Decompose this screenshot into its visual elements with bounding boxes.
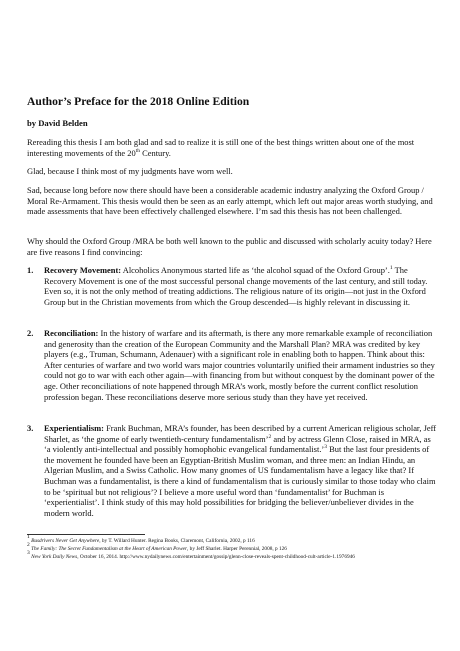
paragraph-2: Glad, because I think most of my judgments have worn well. (27, 166, 233, 176)
paragraph-3: Sad, because long before now there should have been a considerable academic industry analyzing the Oxford Group / Moral Re-Armament. This thesis would then be seen as an early attempt, which left out major areas worth studying, and made assessments that have been effectively challenged elsewhere. I’m sad this thesis has not been challenged. (27, 185, 433, 217)
author-byline: by David Belden (27, 118, 88, 128)
footnote-text: , by T. Willard Hunter. Regina Books, Claremont, California, 2002, p 116 (99, 538, 255, 544)
paragraph-1-superscript: th (135, 147, 141, 154)
footnote-3 (27, 550, 437, 561)
footnote-text: , October 16, 2014. http://www.nydailynews.com/entertainment/gossip/glenn-close-reveals-spent-childhood-cult-article-1.1976946 (77, 554, 355, 560)
footnote-number: 1 (27, 534, 30, 540)
list-body (44, 328, 437, 402)
list-text: The Recovery Movement is one of the most successful personal change movements of the last century, and still today. Even so, it is not the only method of treating addictions. The religious nature of its origin—not just in the Oxford Group but in the Christian movements from which the Group descended—is highly relevant in discussing it. (44, 265, 428, 307)
list-number: 1. (27, 265, 34, 275)
footnote-2 (27, 542, 437, 553)
paragraph-1-text: Rereading this thesis I am both glad and sad to realize it is still one of the best things written about one of the most interesting movements of the 20 (27, 137, 415, 158)
list-body (44, 265, 437, 307)
footnote-divider (27, 534, 145, 535)
paragraph-4: Why should the Oxford Group /MRA be both well known to the public and discussed with scholarly acuity today? Here are five reasons I find convincing: (27, 236, 432, 257)
paragraph-1 (27, 137, 437, 158)
list-body (44, 423, 437, 518)
footnote-ref: 2 (268, 433, 272, 440)
list-text: and by actress Glenn Close, raised in MRA, as ‘a violently anti-intellectual and possibly homophobic evangelical fundamentalist.’ (44, 433, 431, 455)
list-item-experientialism (27, 423, 437, 518)
footnote-number: 3 (27, 550, 30, 556)
footnote-title: Busdrivers Never Get Anywhere (31, 538, 100, 544)
list-lead: Reconciliation: (44, 328, 99, 338)
list-text: In the history of warfare and its aftermath, is there any more remarkable example of reconciliation and generosity than the creation of the European Community and the Marshall Plan? MRA was credited by key players (e.g., Truman, Schumann, Adenauer) with a significant role in enabling both to happen. Think about this: After centuries of warfare and two world wars major countries voluntarily unified their armament industries so they could not go to war with each other again—with financing from but without conquest by the dominant power of the age. Other reconciliations of note happened through MRA’s work, mostly before the current conflict resolution profession began. These reconciliations deserve more serious study than they have yet received. (44, 328, 435, 402)
footnote-title: The Family: The Secret Fundamentalism at the Heart of American Power (31, 546, 188, 552)
list-lead: Recovery Movement: (44, 265, 122, 275)
list-number: 2. (27, 328, 34, 338)
list-lead: Experientialism: (44, 423, 104, 433)
list-text: Alcoholics Anonymous started life as ‘the alcohol squad of the Oxford Group’. (121, 265, 390, 275)
page-title: Author’s Preface for the 2018 Online Edition (27, 95, 250, 108)
paragraph-1-end: Century. (140, 147, 171, 158)
list-item-reconciliation (27, 328, 437, 402)
footnotes (27, 534, 437, 561)
list-text: But the last four presidents of the movement he founded have been an Egyptian-British Muslim woman, and three men: an Indian Hindu, an Algerian Muslim, and a Swiss Catholic. How many gnomes of US fundamentalism have a legacy like that? If Buchman was a fundamentalist, is there a kind of fundamentalism that is curiously similar to those today who claim to be ‘spiritual but not religious’? I believe a more useful word than ‘fundamentalist’ for Buchman is ‘experientialist’. I think study of this may hold possibilities for bridging the believer/unbeliever divides in the modern world. (44, 444, 436, 518)
footnote-ref: 3 (324, 444, 327, 451)
footnote-number: 2 (27, 542, 30, 548)
footnote-text: , by Jeff Sharlet. Harper Perennial, 2008, p 126 (187, 546, 287, 552)
footnote-title: New York Daily News (31, 554, 78, 560)
list-text: Frank Buchman, MRA’s founder, has been described by a current American religious scholar, Jeff Sharlet, as ‘the gnome of early twentieth-century fundamentalism’ (44, 423, 437, 444)
footnote-ref: 1 (389, 265, 393, 271)
footnote-1 (27, 534, 437, 545)
list-item-recovery (27, 265, 437, 307)
list-number: 3. (27, 423, 34, 433)
